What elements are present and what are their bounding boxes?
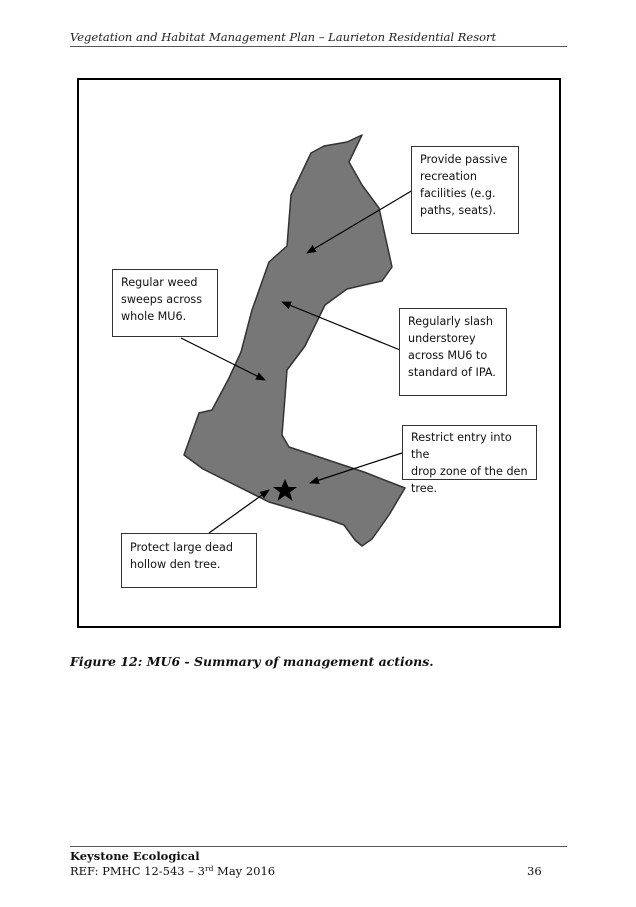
callout-weed-sweeps — [112, 269, 218, 337]
callout-protect-den-tree — [121, 533, 257, 588]
arrow-protect-den-tree — [209, 490, 269, 533]
callout-line: hollow den tree. — [130, 558, 221, 571]
callout-line: recreation — [420, 170, 477, 183]
callout-line: sweeps across — [121, 293, 203, 306]
callout-passive-recreation — [411, 146, 519, 234]
footer-company: Keystone Ecological — [70, 849, 200, 863]
callout-line: Provide passive — [420, 153, 508, 166]
callout-line: Protect large dead — [130, 541, 233, 554]
callout-line: facilities (e.g. — [420, 187, 496, 200]
header-rule — [70, 46, 567, 47]
figure-caption: Figure 12: MU6 - Summary of management actions. — [70, 654, 434, 669]
callout-slash-understorey — [399, 308, 507, 396]
footer-ref-prefix: REF: PMHC 12-543 – 3 — [70, 864, 205, 878]
page-number: 36 — [527, 864, 542, 878]
callout-line: standard of IPA. — [408, 366, 496, 379]
callout-line: Restrict entry into the — [411, 431, 512, 461]
footer-ref-ordinal: rd — [205, 864, 214, 873]
figure-frame — [77, 78, 561, 628]
callout-line: tree. — [411, 482, 438, 495]
mu6-polygon — [184, 135, 405, 546]
callout-line: understorey — [408, 332, 476, 345]
running-header: Vegetation and Habitat Management Plan – Laurieton Residential Resort — [70, 30, 497, 44]
footer-reference — [70, 864, 275, 878]
callout-line: drop zone of the den — [411, 465, 528, 478]
callout-restrict-entry — [402, 425, 537, 495]
callout-line: paths, seats). — [420, 204, 497, 217]
callout-line: whole MU6. — [121, 310, 187, 323]
callout-line: Regular weed — [121, 276, 198, 289]
callout-line: across MU6 to — [408, 349, 488, 362]
footer-rule — [70, 846, 567, 847]
callout-line: Regularly slash — [408, 315, 493, 328]
footer-ref-suffix: May 2016 — [213, 864, 276, 878]
